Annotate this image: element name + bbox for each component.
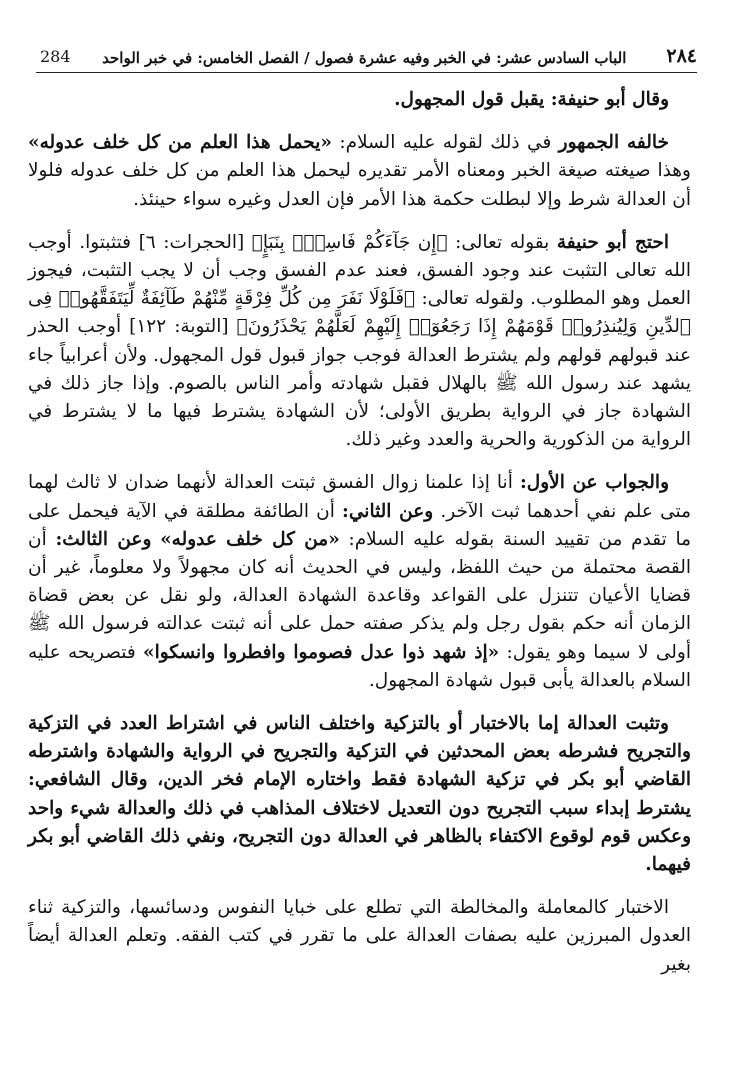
- bold-text-run: وتثبت العدالة إما بالاختبار أو بالتزكية واختلف الناس في اشتراط العدد في التزكية والتجريح فشرطه بعض المحدثين في التزكية والتجريح في الرواية والشهادة واشترطه القاضي أبو بكر في تزكية الشهادة فقط واختاره الإمام فخر الدين، وقال الشافعي: يشترط إبداء سبب التجريح دون التعديل لاختلاف المذاهب في ذلك والعدالة شيء واحد وعكس قوم لوقوع الاكتفاء بالظاهر في العدالة دون التجريح، ونفي ذلك القاضي أبو بكر فيهما.: [28, 713, 691, 876]
- text-run: في ذلك لقوله عليه السلام:: [331, 132, 559, 154]
- paragraph: [28, 894, 691, 979]
- text-run: [151, 529, 160, 550]
- text-run: أنا إذا علمنا زوال الفسق ثبتت العدالة لأنهما ضدان لا ثالث لهما متى علم نفي أحدهما ثبت الآخر.: [28, 472, 691, 522]
- text-run: أن القصة محتملة من حيث اللفظ، وليس في الحديث أنه كان مجهولاً ولا معلوماً، غير أن قضايا الأعيان تتنزل على القواعد وقاعدة الشهادة العدالة، ولو نقل عن بعض قضاة الزمان أنه حكم بقول رجل ولم يذكر صفته حمل على أنه ثبتت عدالته فرسول الله ﷺ أولى لا سيما وهو يقول:: [28, 528, 691, 663]
- bold-text-run: خالفه الجمهور: [558, 132, 669, 154]
- bold-text-run: وعن الثالث:: [55, 528, 152, 550]
- paragraph: [28, 229, 691, 455]
- paragraph: [28, 710, 691, 879]
- running-header: [36, 40, 697, 73]
- bold-text-run: احتج أبو حنيفة: [556, 231, 669, 253]
- body-text: [28, 86, 691, 979]
- running-title: الباب السادس عشر: في الخبر وفيه عشرة فصول / الفصل الخامس: في خبر الواحد: [102, 49, 627, 67]
- page-number-arabic: ٢٨٤: [666, 45, 697, 67]
- paragraph: [28, 86, 691, 114]
- page-number-latin: 284: [40, 47, 71, 66]
- text-run: بقوله تعالى: ﴿إِن جَآءَكُمْ فَاسِقٌۢ بِنَبَإٍ﴾ [الحجرات: ٦] فتثبتوا. أوجب الله تعالى التثبت عند وجود الفسق، فعند عدم الفسق وجب أن لا يجب التثبت، فيجوز العمل وهو المطلوب. ولقوله تعالى: ﴿فَلَوْلَا نَفَرَ مِن كُلِّ فِرْقَةٍ مِّنْهُمْ طَآئِفَةٌ لِّيَتَفَقَّهُوا۟ فِى ٱلدِّينِ وَلِيُنذِرُوا۟ قَوْمَهُمْ إِذَا رَجَعُوٓا۟ إِلَيْهِمْ لَعَلَّهُمْ يَحْذَرُونَ﴾ [التوبة: ١٢٢] أوجب الحذر عند قبولهم قولهم ولم يشترط العدالة فوجب جواز قبول قول المجهول. ولأن أعرابياً جاء يشهد عند رسول الله ﷺ بالهلال فقبل شهادته وأمر الناس بالصوم. وإذا جاز ذلك في الشهادة جاز في الرواية بطريق الأولى؛ لأن الشهادة يشترط فيها ما لا يشترط في الرواية من الذكورية والحرية والعدد وغير ذلك.: [28, 231, 691, 451]
- text-run: وهذا صيغته صيغة الخبر ومعناه الأمر تقديره ليحمل هذا العلم من كل خلف عدوله فلولا أن العدالة شرط وإلا لبطلت حكمة هذا الأمر فإن العدل وغيره سواء حينئذ.: [28, 160, 691, 210]
- bold-text-run: «يحمل هذا العلم من كل خلف عدوله»: [28, 132, 332, 154]
- text-run: فتصريحه عليه السلام بالعدالة يأبى قبول شهادة المجهول.: [28, 641, 691, 691]
- text-run: الاختبار كالمعاملة والمخالطة التي تطلع على خبايا النفوس ودسائسها، والتزكية ثناء العدول المبرزين عليه بصفات العدالة على ما تقرر في كتب الفقه. وتعلم العدالة أيضاً بغير: [28, 897, 691, 975]
- bold-text-run: وعن الثاني:: [342, 500, 434, 522]
- bold-text-run: والجواب عن الأول:: [519, 472, 670, 494]
- header-right-group: [102, 45, 697, 72]
- bold-text-run: «إذ شهد ذوا عدل فصوموا وافطروا وانسكوا»: [143, 641, 500, 663]
- text-run: أن الطائفة مطلقة في الآية فيحمل على ما تقدم من تقييد السنة بقوله عليه السلام:: [28, 500, 692, 550]
- paragraph: [28, 469, 691, 695]
- paragraph: [28, 129, 691, 214]
- bold-text-run: «من كل خلف عدوله»: [160, 528, 340, 550]
- bold-text-run: وقال أبو حنيفة: يقبل قول المجهول.: [394, 89, 669, 110]
